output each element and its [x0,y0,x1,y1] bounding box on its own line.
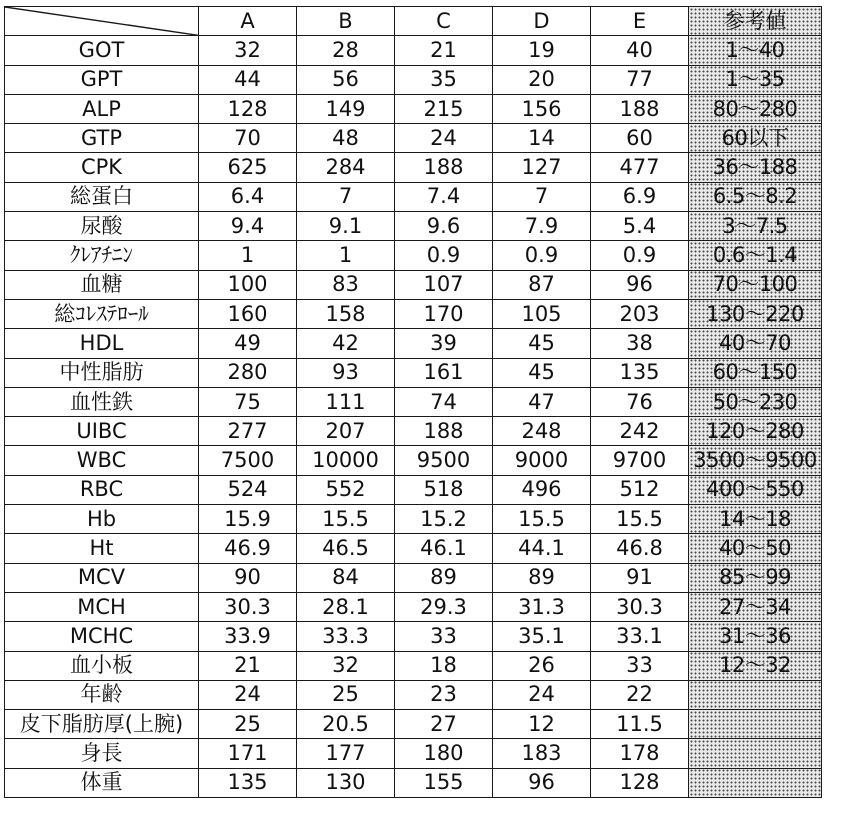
table-row [5,358,822,387]
value-cell: 0.9 [395,241,493,270]
value-cell: 242 [591,417,689,446]
table-row [5,299,822,328]
value-cell: 21 [199,651,297,680]
value-cell: 20.5 [297,710,395,739]
value-cell: 20 [493,65,591,94]
value-cell: 160 [199,299,297,328]
header-a: A [199,7,297,36]
value-cell: 128 [591,768,689,797]
table-row [5,622,822,651]
value-cell: 128 [199,94,297,123]
row-label: 身長 [5,739,199,768]
table-row [5,182,822,211]
reference-cell: 60～150 [689,358,822,387]
reference-cell: 3500～9500 [689,446,822,475]
value-cell: 89 [493,563,591,592]
row-label: GPT [5,65,199,94]
value-cell: 76 [591,387,689,416]
value-cell: 1 [297,241,395,270]
value-cell: 23 [395,680,493,709]
value-cell: 177 [297,739,395,768]
value-cell: 149 [297,94,395,123]
table-row [5,417,822,446]
reference-cell: 60以下 [689,124,822,153]
row-label: MCH [5,592,199,621]
value-cell: 178 [591,739,689,768]
value-cell: 46.5 [297,534,395,563]
value-cell: 30.3 [199,592,297,621]
value-cell: 188 [395,417,493,446]
table-row [5,768,822,797]
value-cell: 496 [493,475,591,504]
reference-cell: 27～34 [689,592,822,621]
value-cell: 170 [395,299,493,328]
row-label: WBC [5,446,199,475]
value-cell: 21 [395,36,493,65]
value-cell: 524 [199,475,297,504]
table-row [5,592,822,621]
value-cell: 625 [199,153,297,182]
value-cell: 188 [591,94,689,123]
value-cell: 35.1 [493,622,591,651]
value-cell: 46.1 [395,534,493,563]
value-cell: 48 [297,124,395,153]
value-cell: 155 [395,768,493,797]
table-row [5,387,822,416]
value-cell: 39 [395,329,493,358]
row-label: GOT [5,36,199,65]
table-body [5,36,822,798]
value-cell: 9000 [493,446,591,475]
reference-cell: 12～32 [689,651,822,680]
value-cell: 10000 [297,446,395,475]
value-cell: 46.8 [591,534,689,563]
value-cell: 96 [493,768,591,797]
value-cell: 203 [591,299,689,328]
value-cell: 33.9 [199,622,297,651]
value-cell: 127 [493,153,591,182]
reference-cell: 6.5～8.2 [689,182,822,211]
value-cell: 9.1 [297,212,395,241]
value-cell: 31.3 [493,592,591,621]
value-cell: 7500 [199,446,297,475]
table-header [5,7,822,36]
header-d: D [493,7,591,36]
table-row [5,680,822,709]
reference-cell: 50～230 [689,387,822,416]
reference-cell: 130～220 [689,299,822,328]
value-cell: 14 [493,124,591,153]
value-cell: 18 [395,651,493,680]
value-cell: 28 [297,36,395,65]
reference-cell: 80～280 [689,94,822,123]
table-row [5,65,822,94]
reference-cell [689,710,822,739]
value-cell: 45 [493,329,591,358]
value-cell: 280 [199,358,297,387]
value-cell: 89 [395,563,493,592]
table-row [5,739,822,768]
value-cell: 1 [199,241,297,270]
value-cell: 15.5 [297,505,395,534]
row-label: 血小板 [5,651,199,680]
value-cell: 156 [493,94,591,123]
row-label: CPK [5,153,199,182]
row-label: 年齢 [5,680,199,709]
value-cell: 40 [591,36,689,65]
value-cell: 7 [297,182,395,211]
value-cell: 96 [591,270,689,299]
value-cell: 215 [395,94,493,123]
value-cell: 33.3 [297,622,395,651]
value-cell: 518 [395,475,493,504]
value-cell: 45 [493,358,591,387]
header-row [5,7,822,36]
value-cell: 100 [199,270,297,299]
value-cell: 60 [591,124,689,153]
table-row [5,651,822,680]
value-cell: 207 [297,417,395,446]
value-cell: 0.9 [591,241,689,270]
reference-cell: 0.6～1.4 [689,241,822,270]
value-cell: 44.1 [493,534,591,563]
table-row [5,212,822,241]
value-cell: 284 [297,153,395,182]
row-label: GTP [5,124,199,153]
row-label: UIBC [5,417,199,446]
value-cell: 6.9 [591,182,689,211]
value-cell: 15.5 [493,505,591,534]
value-cell: 11.5 [591,710,689,739]
row-label: 総ｺﾚｽﾃﾛｰﾙ [5,299,199,328]
value-cell: 26 [493,651,591,680]
table-row [5,563,822,592]
value-cell: 42 [297,329,395,358]
table-row [5,505,822,534]
reference-cell: 31～36 [689,622,822,651]
value-cell: 9.6 [395,212,493,241]
diagonal-line [5,7,198,35]
value-cell: 77 [591,65,689,94]
reference-cell: 40～70 [689,329,822,358]
table-row [5,94,822,123]
table-row [5,153,822,182]
value-cell: 25 [199,710,297,739]
value-cell: 84 [297,563,395,592]
value-cell: 24 [395,124,493,153]
table-row [5,36,822,65]
row-label: 血性鉄 [5,387,199,416]
reference-cell: 70～100 [689,270,822,299]
reference-cell: 400～550 [689,475,822,504]
value-cell: 27 [395,710,493,739]
row-label: 総蛋白 [5,182,199,211]
value-cell: 0.9 [493,241,591,270]
value-cell: 171 [199,739,297,768]
corner-cell [5,7,199,36]
value-cell: 135 [591,358,689,387]
value-cell: 70 [199,124,297,153]
value-cell: 33 [591,651,689,680]
value-cell: 47 [493,387,591,416]
value-cell: 9.4 [199,212,297,241]
value-cell: 161 [395,358,493,387]
value-cell: 15.5 [591,505,689,534]
value-cell: 32 [297,651,395,680]
reference-cell: 1～35 [689,65,822,94]
header-e: E [591,7,689,36]
row-label: Ht [5,534,199,563]
value-cell: 512 [591,475,689,504]
value-cell: 44 [199,65,297,94]
value-cell: 6.4 [199,182,297,211]
reference-cell: 85～99 [689,563,822,592]
value-cell: 33.1 [591,622,689,651]
value-cell: 75 [199,387,297,416]
row-label: ALP [5,94,199,123]
table-row [5,534,822,563]
value-cell: 7 [493,182,591,211]
value-cell: 33 [395,622,493,651]
value-cell: 9500 [395,446,493,475]
row-label: 尿酸 [5,212,199,241]
table-row [5,710,822,739]
table-row [5,329,822,358]
value-cell: 5.4 [591,212,689,241]
row-label: 中性脂肪 [5,358,199,387]
value-cell: 83 [297,270,395,299]
value-cell: 56 [297,65,395,94]
value-cell: 552 [297,475,395,504]
table-row [5,241,822,270]
row-label: RBC [5,475,199,504]
table-row [5,124,822,153]
row-label: Hb [5,505,199,534]
row-label: 体重 [5,768,199,797]
table-row [5,446,822,475]
reference-cell: 14～18 [689,505,822,534]
value-cell: 90 [199,563,297,592]
value-cell: 87 [493,270,591,299]
value-cell: 19 [493,36,591,65]
reference-cell: 120～280 [689,417,822,446]
value-cell: 25 [297,680,395,709]
reference-cell: 3～7.5 [689,212,822,241]
value-cell: 477 [591,153,689,182]
value-cell: 105 [493,299,591,328]
value-cell: 93 [297,358,395,387]
value-cell: 15.2 [395,505,493,534]
value-cell: 107 [395,270,493,299]
row-label: 皮下脂肪厚(上腕) [5,710,199,739]
value-cell: 277 [199,417,297,446]
value-cell: 22 [591,680,689,709]
reference-cell: 36～188 [689,153,822,182]
header-c: C [395,7,493,36]
value-cell: 180 [395,739,493,768]
value-cell: 130 [297,768,395,797]
value-cell: 46.9 [199,534,297,563]
value-cell: 248 [493,417,591,446]
value-cell: 30.3 [591,592,689,621]
row-label: HDL [5,329,199,358]
value-cell: 7.9 [493,212,591,241]
value-cell: 15.9 [199,505,297,534]
row-label: MCHC [5,622,199,651]
value-cell: 111 [297,387,395,416]
value-cell: 183 [493,739,591,768]
value-cell: 35 [395,65,493,94]
value-cell: 49 [199,329,297,358]
reference-cell [689,739,822,768]
row-label: MCV [5,563,199,592]
table-row [5,270,822,299]
value-cell: 24 [199,680,297,709]
table-row [5,475,822,504]
value-cell: 9700 [591,446,689,475]
value-cell: 158 [297,299,395,328]
value-cell: 32 [199,36,297,65]
value-cell: 74 [395,387,493,416]
reference-cell: 40～50 [689,534,822,563]
reference-cell [689,680,822,709]
value-cell: 24 [493,680,591,709]
header-reference: 参考値 [689,7,822,36]
value-cell: 29.3 [395,592,493,621]
value-cell: 7.4 [395,182,493,211]
lab-results-table [4,6,822,798]
value-cell: 12 [493,710,591,739]
value-cell: 28.1 [297,592,395,621]
value-cell: 38 [591,329,689,358]
value-cell: 91 [591,563,689,592]
header-b: B [297,7,395,36]
row-label: 血糖 [5,270,199,299]
reference-cell: 1～40 [689,36,822,65]
value-cell: 188 [395,153,493,182]
value-cell: 135 [199,768,297,797]
reference-cell [689,768,822,797]
row-label: ｸﾚｱﾁﾆﾝ [5,241,199,270]
